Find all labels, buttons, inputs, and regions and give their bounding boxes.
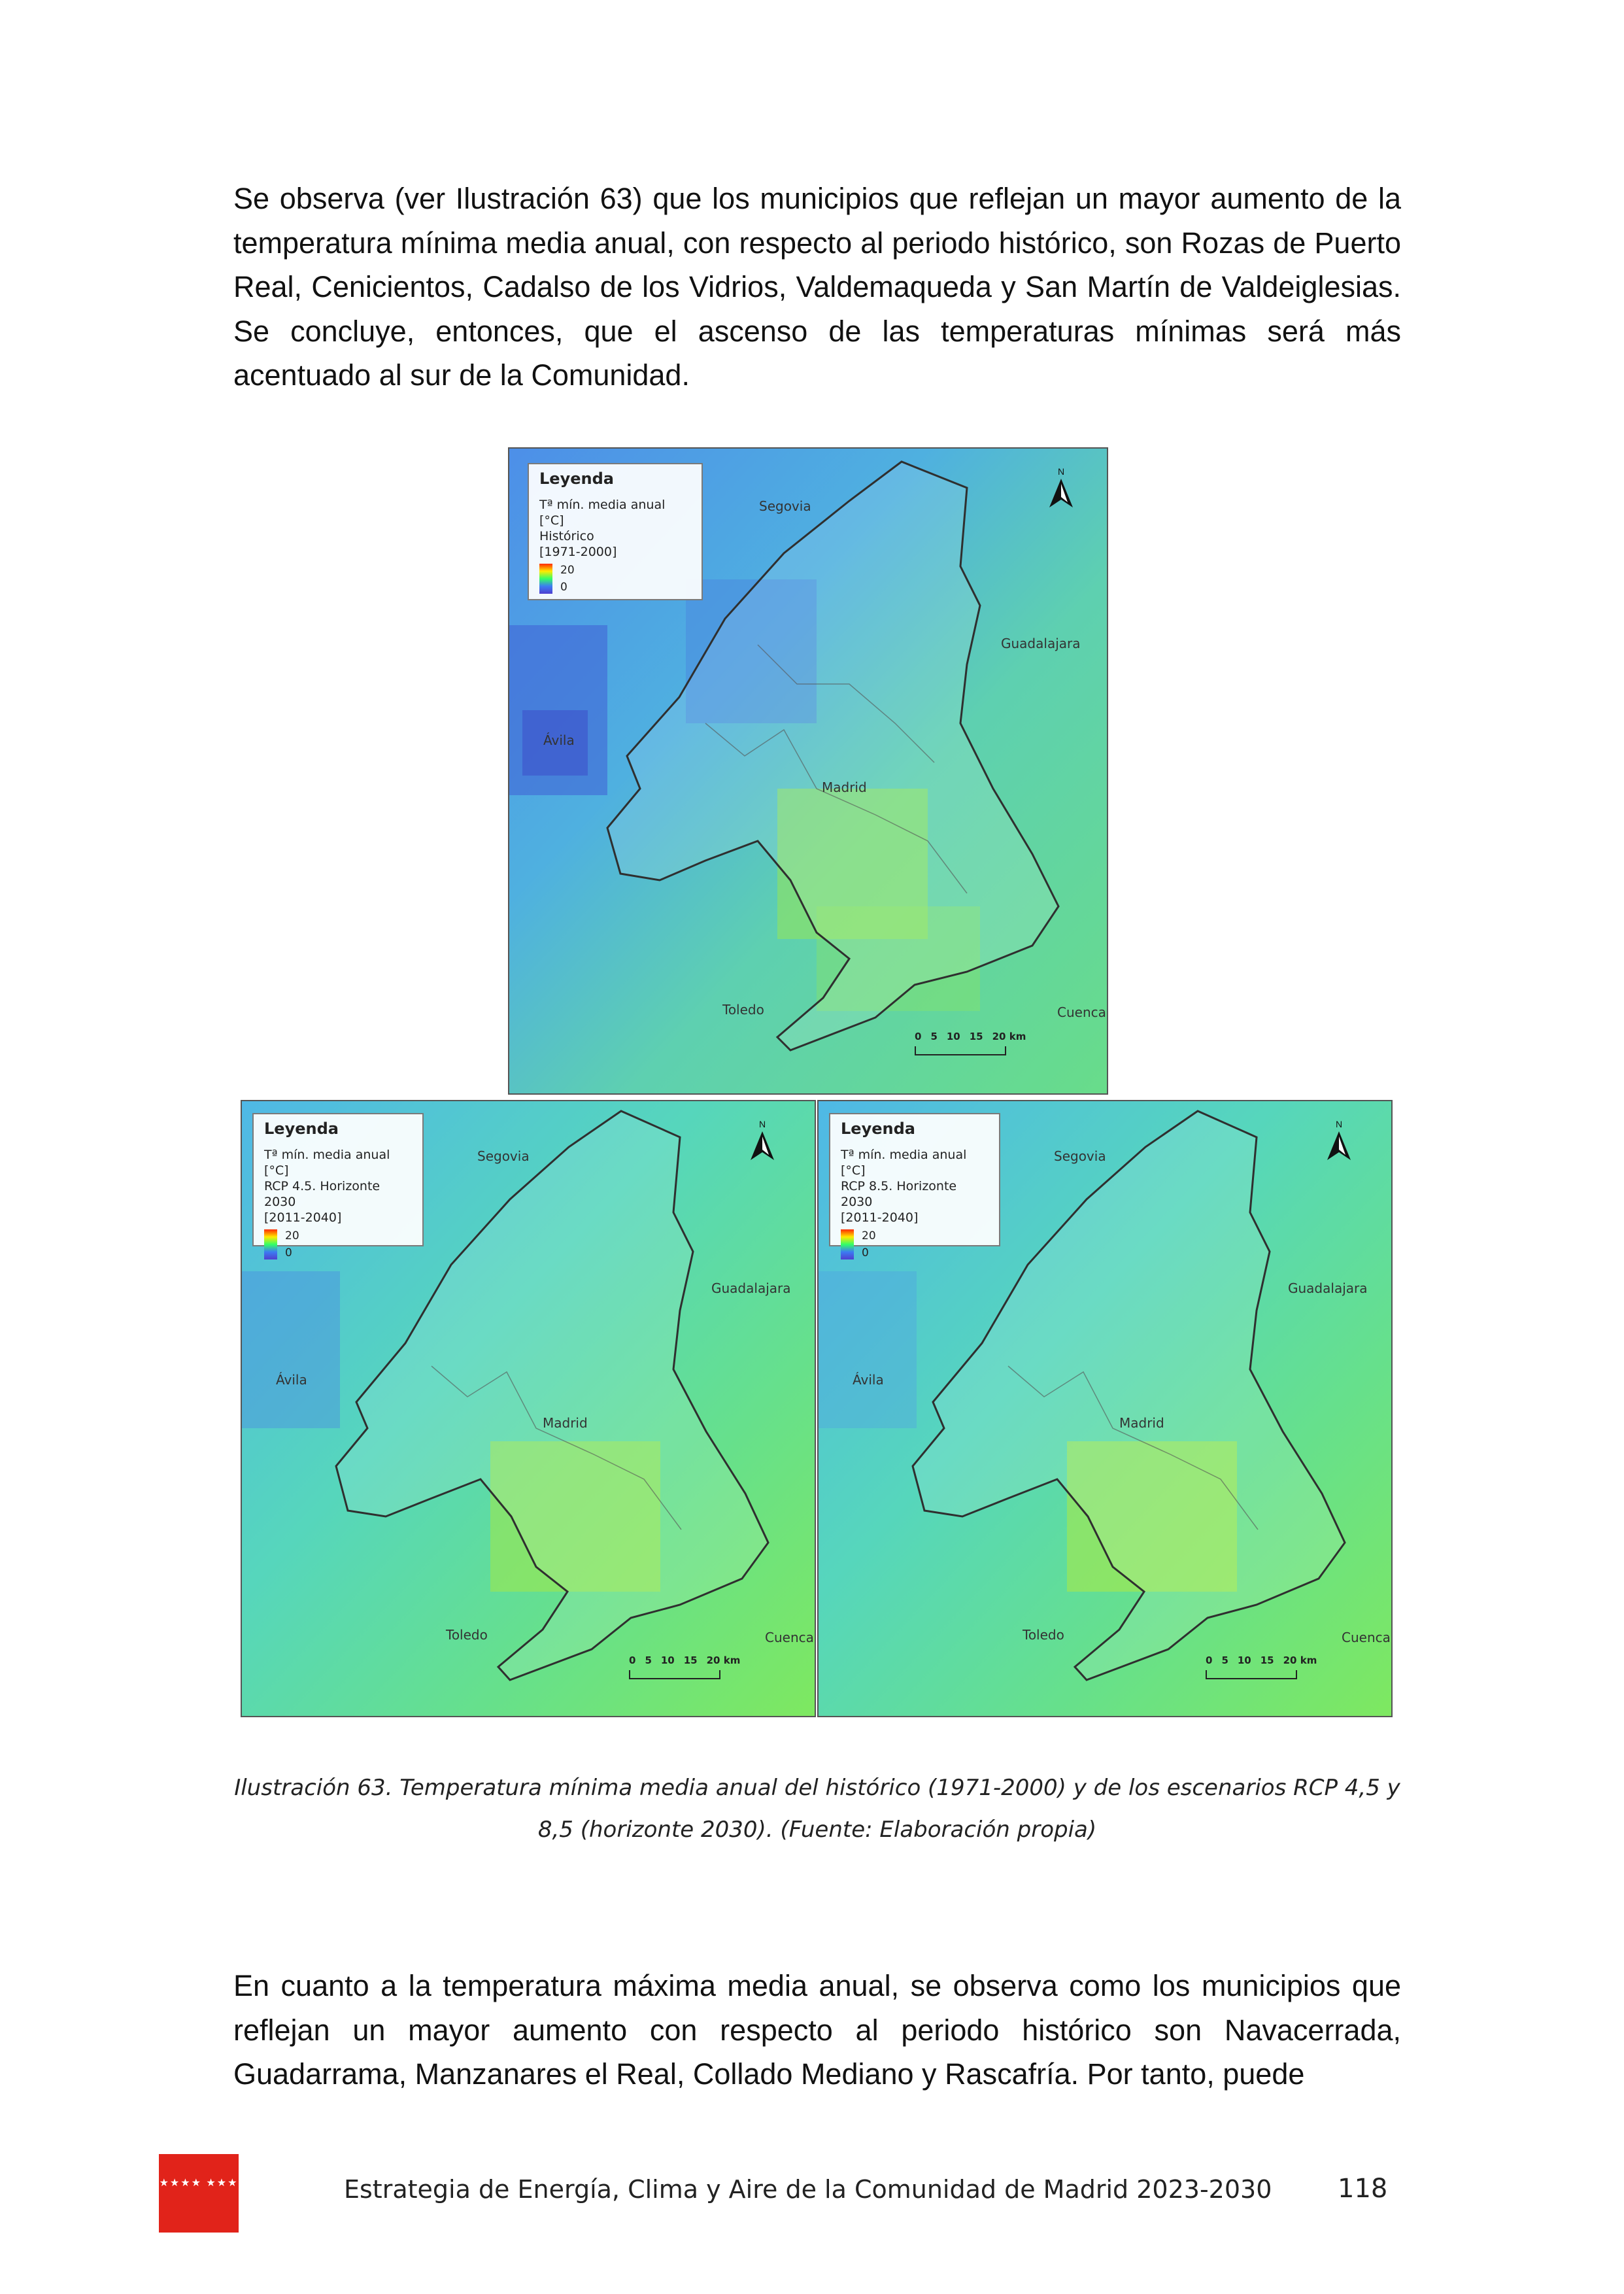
caption-line-1: Ilustración 63. Temperatura mínima media anual del histórico (1971-2000) y de los escenarios RCP 4,5 y [234, 1775, 1400, 1801]
legend-color-ramp: 20 0 [264, 1229, 412, 1259]
map-rcp45 [241, 1100, 816, 1717]
place-madrid: Madrid [543, 1415, 588, 1431]
figure-caption [233, 1767, 1401, 1851]
max-temp-paragraph: En cuanto a la temperatura máxima media anual, se observa como los municipios que reflejan un mayor aumento con respecto al periodo histórico son Navacerrada, Guadarrama, Manzanares el Real, Collado Mediano y Rascafría. Por tanto, puede [233, 1969, 1401, 2091]
place-toledo: Toledo [1023, 1627, 1064, 1643]
legend-title: Leyenda [264, 1120, 339, 1138]
svg-text:N: N [1057, 466, 1065, 477]
place-cuenca: Cuenca [1057, 1004, 1106, 1020]
place-avila: Ávila [276, 1372, 307, 1388]
legend-title: Leyenda [841, 1120, 915, 1138]
scale-bar: 0 5 10 15 20 km [629, 1654, 740, 1679]
legend-title: Leyenda [539, 470, 614, 488]
place-segovia: Segovia [1054, 1148, 1106, 1164]
place-madrid: Madrid [1119, 1415, 1164, 1431]
scale-bar: 0 5 10 15 20 km [915, 1031, 1026, 1055]
place-cuenca: Cuenca [765, 1630, 814, 1645]
legend-color-ramp: 20 0 [841, 1229, 989, 1259]
caption-line-2: 8,5 (horizonte 2030). (Fuente: Elaboración propia) [537, 1817, 1097, 1843]
footer-title: Estrategia de Energía, Clima y Aire de la Comunidad de Madrid 2023-2030 [344, 2175, 1272, 2204]
logo-stars-icon: ★★★★ ★★★ [159, 2178, 239, 2189]
comunidad-madrid-logo [159, 2154, 239, 2233]
legend-scenario: RCP 8.5. Horizonte 2030 [841, 1179, 957, 1209]
page-number: 118 [1338, 2174, 1388, 2204]
north-arrow-icon [1045, 464, 1077, 511]
map-rcp45-legend [252, 1113, 424, 1259]
place-toledo: Toledo [446, 1627, 488, 1643]
north-arrow-icon [1323, 1117, 1355, 1164]
north-arrow-icon [747, 1117, 778, 1164]
legend-variable: Tª mín. media anual [°C] [539, 498, 666, 528]
place-cuenca: Cuenca [1342, 1630, 1391, 1645]
legend-period: [1971-2000] [539, 545, 617, 559]
place-guadalajara: Guadalajara [1001, 636, 1081, 651]
place-segovia: Segovia [759, 498, 811, 514]
place-toledo: Toledo [722, 1002, 764, 1018]
map-rcp85 [817, 1100, 1393, 1717]
scale-bar: 0 5 10 15 20 km [1206, 1654, 1317, 1679]
legend-color-ramp: 20 0 [539, 564, 691, 594]
map-historic-legend [528, 463, 703, 600]
map-rcp85-legend [829, 1113, 1000, 1259]
place-avila: Ávila [853, 1372, 884, 1388]
place-guadalajara: Guadalajara [1288, 1280, 1368, 1296]
place-segovia: Segovia [477, 1148, 530, 1164]
place-madrid: Madrid [822, 779, 867, 795]
svg-text:N: N [758, 1119, 766, 1129]
legend-variable: Tª mín. media anual [°C] [264, 1148, 390, 1178]
legend-scenario: Histórico [539, 529, 594, 543]
place-avila: Ávila [543, 732, 575, 748]
intro-paragraph: Se observa (ver Ilustración 63) que los municipios que reflejan un mayor aumento de la temperatura mínima media anual, con respecto al periodo histórico, son Rozas de Puerto Real, Cenicientos, Cadalso de los Vidrios, Valdemaqueda y San Martín de Valdeiglesias. Se concluye, entonces, que el ascenso de las temperaturas mínimas será más acentuado al sur de la Comunidad. [233, 182, 1401, 392]
legend-variable: Tª mín. media anual [°C] [841, 1148, 967, 1178]
svg-text:N: N [1335, 1119, 1343, 1129]
legend-period: [2011-2040] [264, 1210, 342, 1225]
legend-period: [2011-2040] [841, 1210, 919, 1225]
map-historic [508, 447, 1108, 1095]
place-guadalajara: Guadalajara [711, 1280, 791, 1296]
legend-scenario: RCP 4.5. Horizonte 2030 [264, 1179, 381, 1209]
